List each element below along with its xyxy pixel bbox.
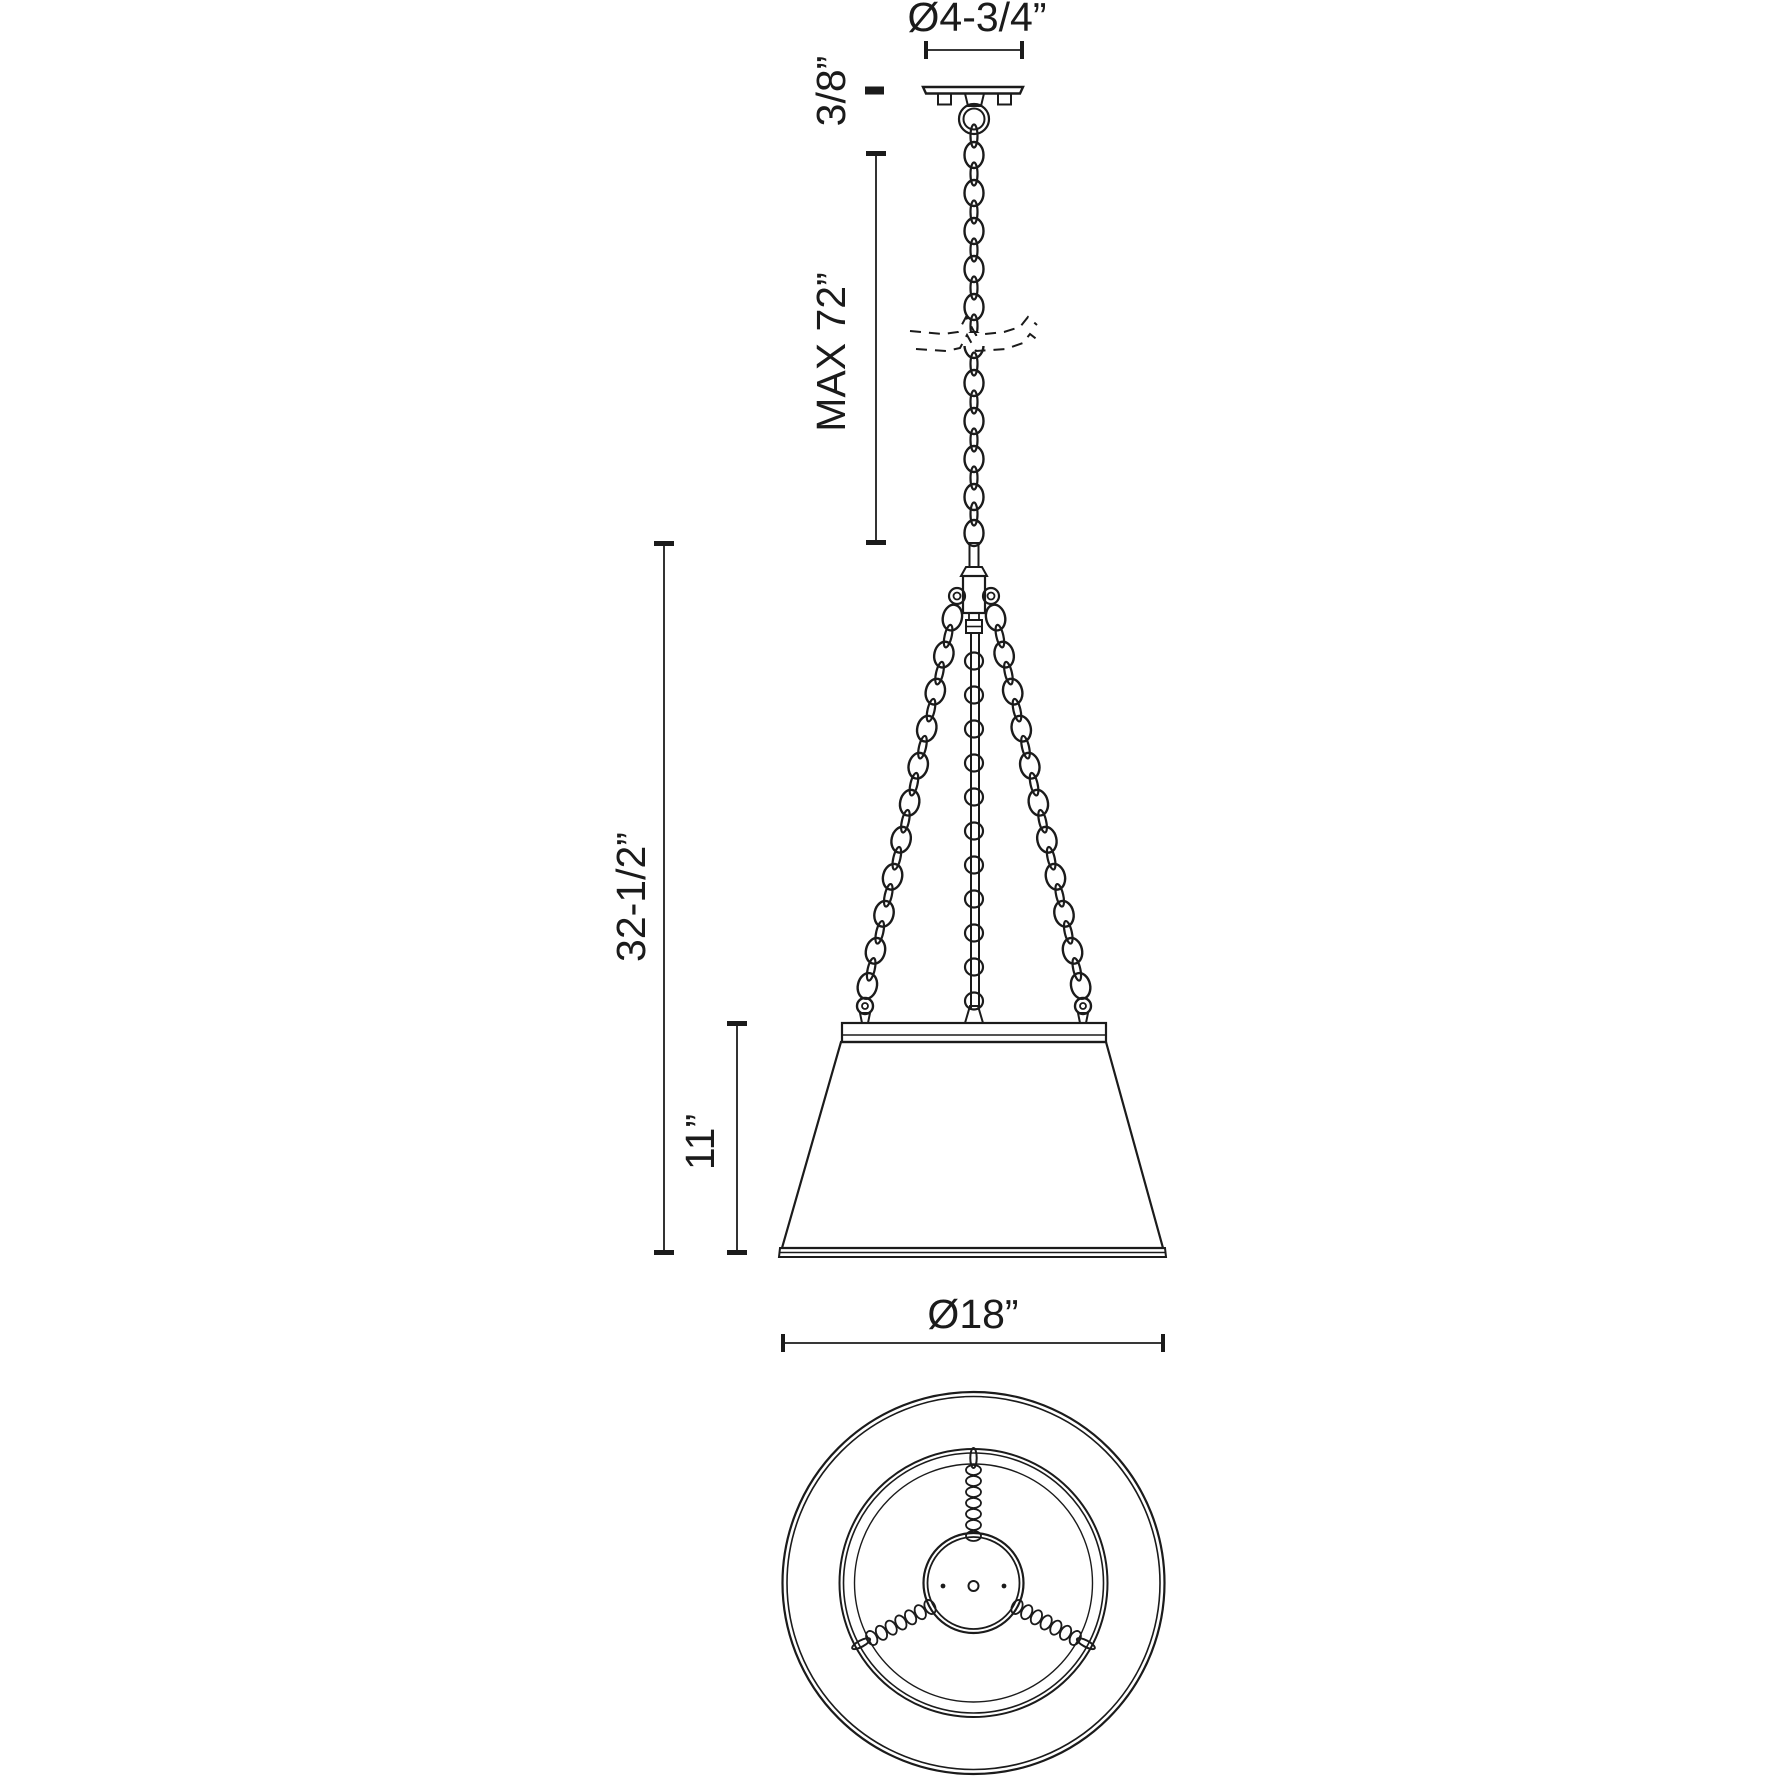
chain-connector [949,543,999,633]
dim-max-suspension-label: MAX 72” [808,272,854,432]
shade-cone [782,1042,1163,1248]
connector-cap [961,567,987,576]
dim-shade-diameter-label: Ø18” [927,1291,1019,1337]
dim-tick-bar [865,87,884,95]
center-hole [969,1581,979,1591]
dim-canopy-thickness-label: 3/8” [808,55,854,127]
canopy-ring-inner [964,109,985,130]
bottom-view [783,1392,1165,1774]
right-support-chain [983,603,1092,1001]
center-hub-circle [924,1533,1024,1633]
dim-overall-height-label: 32-1/2” [608,832,654,962]
top-rim-circle [840,1449,1108,1717]
dim-canopy-thickness [808,56,884,127]
mounting-tab-right [998,94,1011,105]
screw-hole-right [1002,1584,1007,1589]
dim-overall-height [608,544,674,1253]
dim-shade-height-label: 11” [677,1113,723,1171]
shade [779,1023,1166,1257]
screw-hole-left [941,1584,946,1589]
left-support-chain [855,603,964,1001]
dim-canopy-diameter-label: Ø4-3/4” [907,0,1047,40]
dim-canopy-diameter [908,0,1047,59]
mounting-tab-left [938,94,951,105]
center-stem-chain [965,633,983,1023]
dim-max-suspension [808,154,886,543]
front-view [779,87,1166,1257]
right-shade-eyelet [1075,998,1091,1023]
bottom-chain-up [966,1448,981,1541]
shade-top-band [842,1023,1106,1042]
dim-shade-height [677,1024,747,1253]
connector-body [963,576,985,613]
dim-shade-diameter [783,1291,1163,1352]
left-shade-eyelet [857,998,873,1023]
inner-ring-circle [855,1464,1093,1702]
